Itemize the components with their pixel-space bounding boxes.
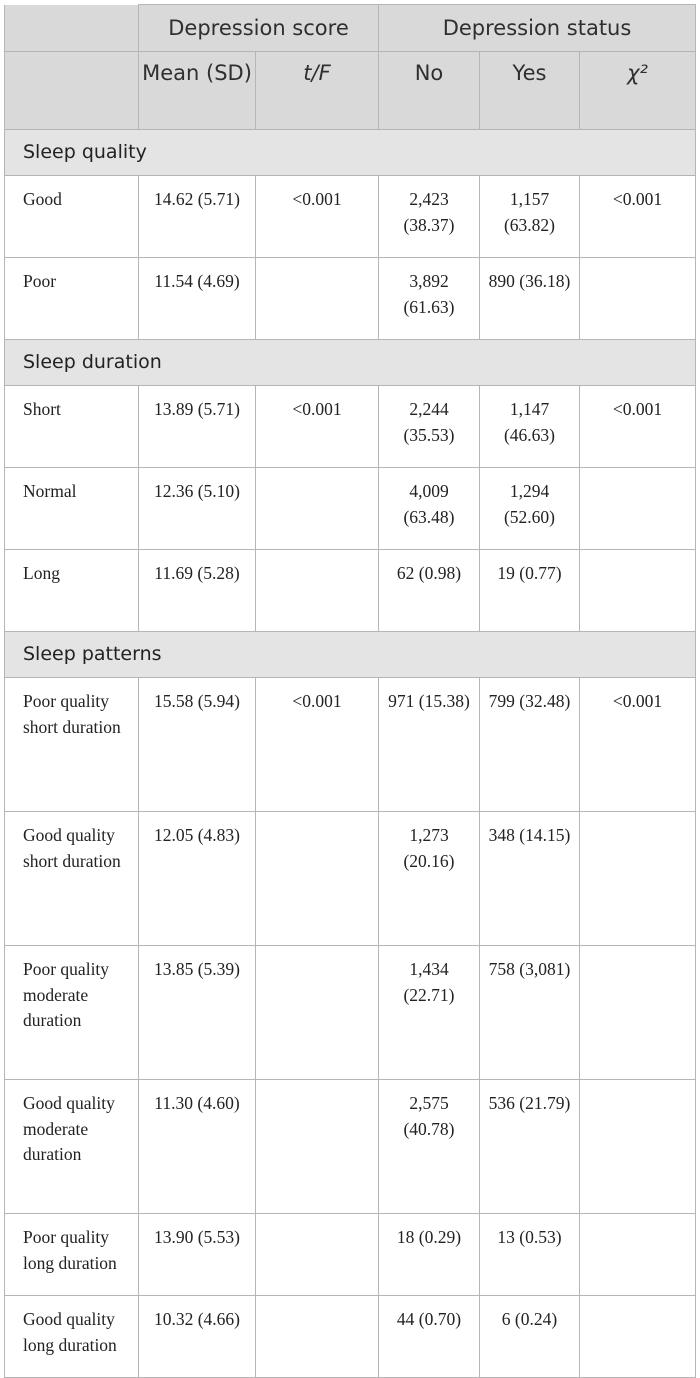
- header-corner: [5, 5, 139, 52]
- cell-tf: [256, 812, 379, 946]
- table-row: [5, 946, 696, 1080]
- cell-chi: [580, 1080, 696, 1214]
- cell-chi: [580, 946, 696, 1080]
- section-sleep-duration: Sleep duration: [5, 340, 696, 386]
- cell-no: 971 (15.38): [379, 678, 480, 812]
- row-label: Normal: [5, 468, 139, 550]
- cell-yes: 1,157 (63.82): [480, 176, 580, 258]
- cell-tf: [256, 258, 379, 340]
- cell-tf: [256, 1214, 379, 1296]
- cell-tf: [256, 1296, 379, 1378]
- cell-mean: 15.58 (5.94): [139, 678, 256, 812]
- cell-mean: 11.69 (5.28): [139, 550, 256, 632]
- cell-no: 18 (0.29): [379, 1214, 480, 1296]
- cell-no: 3,892 (61.63): [379, 258, 480, 340]
- cell-chi: [580, 812, 696, 946]
- cell-yes: 348 (14.15): [480, 812, 580, 946]
- cell-tf: [256, 468, 379, 550]
- row-label: Short: [5, 386, 139, 468]
- cell-tf: <0.001: [256, 678, 379, 812]
- cell-mean: 12.05 (4.83): [139, 812, 256, 946]
- row-label: Poor quality moderate duration: [5, 946, 139, 1080]
- cell-mean: 12.36 (5.10): [139, 468, 256, 550]
- cell-yes: 758 (3,081): [480, 946, 580, 1080]
- cell-tf: [256, 946, 379, 1080]
- cell-mean: 13.85 (5.39): [139, 946, 256, 1080]
- cell-tf: [256, 1080, 379, 1214]
- cell-yes: 13 (0.53): [480, 1214, 580, 1296]
- cell-chi: [580, 258, 696, 340]
- header-depression-status: Depression status: [379, 5, 696, 52]
- table-row: [5, 1296, 696, 1378]
- cell-tf: <0.001: [256, 176, 379, 258]
- cell-yes: 19 (0.77): [480, 550, 580, 632]
- cell-no: 62 (0.98): [379, 550, 480, 632]
- header-depression-score: Depression score: [139, 5, 379, 52]
- table-row: [5, 468, 696, 550]
- cell-tf: <0.001: [256, 386, 379, 468]
- header-yes: Yes: [480, 52, 580, 130]
- row-label: Good: [5, 176, 139, 258]
- row-label: Long: [5, 550, 139, 632]
- cell-mean: 10.32 (4.66): [139, 1296, 256, 1378]
- table-row: [5, 176, 696, 258]
- cell-chi: [580, 1296, 696, 1378]
- cell-chi: <0.001: [580, 176, 696, 258]
- cell-mean: 13.89 (5.71): [139, 386, 256, 468]
- cell-no: 44 (0.70): [379, 1296, 480, 1378]
- cell-no: 2,423 (38.37): [379, 176, 480, 258]
- row-label: Good quality short duration: [5, 812, 139, 946]
- table-row: [5, 812, 696, 946]
- cell-mean: 14.62 (5.71): [139, 176, 256, 258]
- depression-sleep-table: [4, 4, 696, 1378]
- header-chi-square: χ²: [580, 52, 696, 130]
- header-no: No: [379, 52, 480, 130]
- cell-no: 2,244 (35.53): [379, 386, 480, 468]
- row-label: Poor: [5, 258, 139, 340]
- cell-mean: 11.54 (4.69): [139, 258, 256, 340]
- table-row: [5, 550, 696, 632]
- cell-yes: 536 (21.79): [480, 1080, 580, 1214]
- header-mean-sd: Mean (SD): [139, 52, 256, 130]
- cell-mean: 11.30 (4.60): [139, 1080, 256, 1214]
- cell-no: 1,273 (20.16): [379, 812, 480, 946]
- row-label: Good quality moderate duration: [5, 1080, 139, 1214]
- cell-tf: [256, 550, 379, 632]
- cell-mean: 13.90 (5.53): [139, 1214, 256, 1296]
- cell-no: 4,009 (63.48): [379, 468, 480, 550]
- header-t-f: t/F: [256, 52, 379, 130]
- cell-chi: [580, 1214, 696, 1296]
- cell-no: 2,575 (40.78): [379, 1080, 480, 1214]
- cell-chi: [580, 468, 696, 550]
- section-sleep-patterns: Sleep patterns: [5, 632, 696, 678]
- table-row: [5, 258, 696, 340]
- cell-chi: <0.001: [580, 678, 696, 812]
- row-label: Good quality long duration: [5, 1296, 139, 1378]
- cell-yes: 6 (0.24): [480, 1296, 580, 1378]
- row-label: Poor quality long duration: [5, 1214, 139, 1296]
- cell-chi: [580, 550, 696, 632]
- table-row: [5, 1214, 696, 1296]
- cell-no: 1,434 (22.71): [379, 946, 480, 1080]
- table-row: [5, 678, 696, 812]
- cell-yes: 1,147 (46.63): [480, 386, 580, 468]
- cell-yes: 890 (36.18): [480, 258, 580, 340]
- header-corner-lower: [5, 52, 139, 130]
- cell-yes: 799 (32.48): [480, 678, 580, 812]
- table-row: [5, 386, 696, 468]
- table-row: [5, 1080, 696, 1214]
- row-label: Poor quality short duration: [5, 678, 139, 812]
- section-sleep-quality: Sleep quality: [5, 130, 696, 176]
- cell-chi: <0.001: [580, 386, 696, 468]
- cell-yes: 1,294 (52.60): [480, 468, 580, 550]
